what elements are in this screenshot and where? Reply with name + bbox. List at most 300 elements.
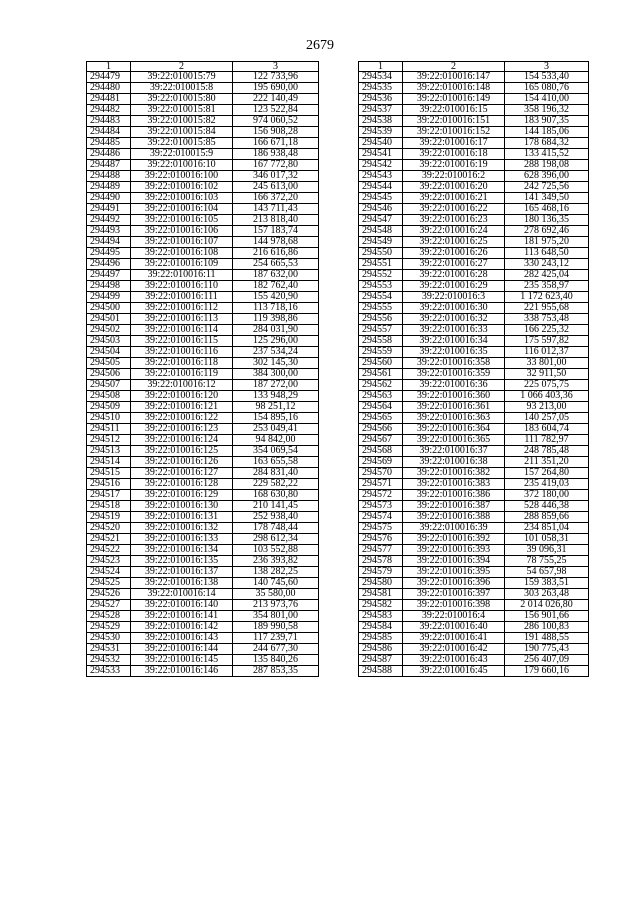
row-number: 294530 <box>87 633 131 644</box>
cadastral-value: 282 425,04 <box>505 270 589 281</box>
table-row <box>359 512 589 523</box>
row-number: 294558 <box>359 336 403 347</box>
left-header-row <box>87 62 319 72</box>
table-row <box>359 72 589 83</box>
row-number: 294572 <box>359 490 403 501</box>
cadastral-number: 39:22:010016:19 <box>403 160 505 171</box>
cadastral-number: 39:22:010016:116 <box>131 347 233 358</box>
cadastral-value: 165 080,76 <box>505 83 589 94</box>
cadastral-value: 222 140,49 <box>233 94 319 105</box>
row-number: 294526 <box>87 589 131 600</box>
row-number: 294576 <box>359 534 403 545</box>
cadastral-value: 156 901,66 <box>505 611 589 622</box>
cadastral-number: 39:22:010016:359 <box>403 369 505 380</box>
cadastral-number: 39:22:010016:45 <box>403 666 505 677</box>
cadastral-number: 39:22:010016:118 <box>131 358 233 369</box>
table-row <box>87 501 319 512</box>
table-row <box>87 105 319 116</box>
table-row <box>87 633 319 644</box>
row-number: 294580 <box>359 578 403 589</box>
table-row <box>359 556 589 567</box>
cadastral-value: 236 393,82 <box>233 556 319 567</box>
cadastral-value: 178 684,32 <box>505 138 589 149</box>
table-row <box>359 666 589 677</box>
table-row <box>359 226 589 237</box>
row-number: 294525 <box>87 578 131 589</box>
table-row <box>87 644 319 655</box>
header-col-3: 3 <box>233 62 319 72</box>
row-number: 294517 <box>87 490 131 501</box>
cadastral-value: 254 665,53 <box>233 259 319 270</box>
row-number: 294575 <box>359 523 403 534</box>
cadastral-value: 248 785,48 <box>505 446 589 457</box>
cadastral-value: 35 580,00 <box>233 589 319 600</box>
table-row <box>87 578 319 589</box>
cadastral-value: 113 648,50 <box>505 248 589 259</box>
cadastral-number: 39:22:010016:24 <box>403 226 505 237</box>
cadastral-value: 111 782,97 <box>505 435 589 446</box>
row-number: 294492 <box>87 215 131 226</box>
row-number: 294489 <box>87 182 131 193</box>
row-number: 294536 <box>359 94 403 105</box>
row-number: 294507 <box>87 380 131 391</box>
table-row <box>87 600 319 611</box>
table-row <box>87 193 319 204</box>
cadastral-value: 166 372,20 <box>233 193 319 204</box>
row-number: 294499 <box>87 292 131 303</box>
cadastral-value: 253 049,41 <box>233 424 319 435</box>
cadastral-number: 39:22:010016:40 <box>403 622 505 633</box>
row-number: 294501 <box>87 314 131 325</box>
table-row <box>359 567 589 578</box>
cadastral-value: 189 990,58 <box>233 622 319 633</box>
left-table-body <box>87 62 319 677</box>
header-col-3: 3 <box>505 62 589 72</box>
table-row <box>359 369 589 380</box>
cadastral-number: 39:22:010016:128 <box>131 479 233 490</box>
row-number: 294587 <box>359 655 403 666</box>
table-row <box>359 171 589 182</box>
cadastral-number: 39:22:010016:382 <box>403 468 505 479</box>
cadastral-value: 237 534,24 <box>233 347 319 358</box>
row-number: 294557 <box>359 325 403 336</box>
table-row <box>359 578 589 589</box>
table-row <box>87 424 319 435</box>
cadastral-number: 39:22:010016:124 <box>131 435 233 446</box>
table-row <box>359 160 589 171</box>
table-row <box>359 633 589 644</box>
row-number: 294578 <box>359 556 403 567</box>
cadastral-value: 288 859,66 <box>505 512 589 523</box>
cadastral-value: 144 185,06 <box>505 127 589 138</box>
cadastral-value: 284 031,90 <box>233 325 319 336</box>
row-number: 294539 <box>359 127 403 138</box>
cadastral-number: 39:22:010016:14 <box>131 589 233 600</box>
table-row <box>359 655 589 666</box>
cadastral-number: 39:22:010016:131 <box>131 512 233 523</box>
cadastral-number: 39:22:010016:394 <box>403 556 505 567</box>
row-number: 294586 <box>359 644 403 655</box>
cadastral-number: 39:22:010016:26 <box>403 248 505 259</box>
row-number: 294502 <box>87 325 131 336</box>
cadastral-number: 39:22:010016:112 <box>131 303 233 314</box>
cadastral-value: 180 136,35 <box>505 215 589 226</box>
cadastral-value: 191 488,55 <box>505 633 589 644</box>
row-number: 294552 <box>359 270 403 281</box>
cadastral-number: 39:22:010016:137 <box>131 567 233 578</box>
table-row <box>359 248 589 259</box>
right-header-row <box>359 62 589 72</box>
table-row <box>359 270 589 281</box>
cadastral-value: 284 831,40 <box>233 468 319 479</box>
row-number: 294505 <box>87 358 131 369</box>
table-row <box>359 94 589 105</box>
row-number: 294519 <box>87 512 131 523</box>
cadastral-value: 101 058,31 <box>505 534 589 545</box>
table-row <box>87 611 319 622</box>
row-number: 294548 <box>359 226 403 237</box>
table-row <box>87 413 319 424</box>
cadastral-number: 39:22:010016:144 <box>131 644 233 655</box>
cadastral-number: 39:22:010016:18 <box>403 149 505 160</box>
cadastral-value: 123 522,84 <box>233 105 319 116</box>
cadastral-value: 178 748,44 <box>233 523 319 534</box>
table-row <box>359 490 589 501</box>
table-row <box>359 380 589 391</box>
row-number: 294581 <box>359 589 403 600</box>
table-row <box>359 314 589 325</box>
cadastral-value: 298 612,34 <box>233 534 319 545</box>
cadastral-value: 245 613,00 <box>233 182 319 193</box>
table-row <box>359 457 589 468</box>
cadastral-number: 39:22:010016:393 <box>403 545 505 556</box>
cadastral-number: 39:22:010016:386 <box>403 490 505 501</box>
cadastral-value: 213 973,76 <box>233 600 319 611</box>
cadastral-value: 225 075,75 <box>505 380 589 391</box>
row-number: 294554 <box>359 292 403 303</box>
table-row <box>87 248 319 259</box>
cadastral-value: 187 272,00 <box>233 380 319 391</box>
cadastral-value: 156 908,28 <box>233 127 319 138</box>
cadastral-value: 303 263,48 <box>505 589 589 600</box>
cadastral-number: 39:22:010016:103 <box>131 193 233 204</box>
cadastral-number: 39:22:010016:15 <box>403 105 505 116</box>
row-number: 294506 <box>87 369 131 380</box>
cadastral-value: 144 978,68 <box>233 237 319 248</box>
cadastral-value: 165 468,16 <box>505 204 589 215</box>
cadastral-number: 39:22:010016:135 <box>131 556 233 567</box>
row-number: 294541 <box>359 149 403 160</box>
cadastral-number: 39:22:010016:361 <box>403 402 505 413</box>
cadastral-value: 168 630,80 <box>233 490 319 501</box>
row-number: 294566 <box>359 424 403 435</box>
cadastral-value: 133 415,52 <box>505 149 589 160</box>
cadastral-value: 338 753,48 <box>505 314 589 325</box>
cadastral-number: 39:22:010015:79 <box>131 72 233 83</box>
table-row <box>87 270 319 281</box>
cadastral-number: 39:22:010016:38 <box>403 457 505 468</box>
cadastral-value: 135 840,26 <box>233 655 319 666</box>
cadastral-value: 235 358,97 <box>505 281 589 292</box>
cadastral-number: 39:22:010016:27 <box>403 259 505 270</box>
cadastral-value: 358 196,32 <box>505 105 589 116</box>
row-number: 294511 <box>87 424 131 435</box>
row-number: 294569 <box>359 457 403 468</box>
cadastral-value: 94 842,00 <box>233 435 319 446</box>
cadastral-number: 39:22:010016:100 <box>131 171 233 182</box>
row-number: 294537 <box>359 105 403 116</box>
cadastral-number: 39:22:010016:23 <box>403 215 505 226</box>
row-number: 294497 <box>87 270 131 281</box>
table-row <box>359 259 589 270</box>
table-row <box>359 193 589 204</box>
cadastral-number: 39:22:010016:111 <box>131 292 233 303</box>
table-row <box>87 281 319 292</box>
cadastral-number: 39:22:010016:146 <box>131 666 233 677</box>
cadastral-number: 39:22:010016:134 <box>131 545 233 556</box>
cadastral-number: 39:22:010016:17 <box>403 138 505 149</box>
cadastral-value: 256 407,09 <box>505 655 589 666</box>
cadastral-number: 39:22:010016:113 <box>131 314 233 325</box>
cadastral-value: 252 938,40 <box>233 512 319 523</box>
cadastral-number: 39:22:010016:114 <box>131 325 233 336</box>
header-col-2: 2 <box>131 62 233 72</box>
row-number: 294534 <box>359 72 403 83</box>
cadastral-value: 103 552,88 <box>233 545 319 556</box>
table-row <box>87 83 319 94</box>
row-number: 294484 <box>87 127 131 138</box>
row-number: 294494 <box>87 237 131 248</box>
row-number: 294565 <box>359 413 403 424</box>
cadastral-value: 229 582,22 <box>233 479 319 490</box>
table-row <box>87 369 319 380</box>
cadastral-number: 39:22:010016:36 <box>403 380 505 391</box>
cadastral-value: 190 775,43 <box>505 644 589 655</box>
cadastral-value: 346 017,32 <box>233 171 319 182</box>
cadastral-number: 39:22:010016:34 <box>403 336 505 347</box>
table-row <box>359 435 589 446</box>
cadastral-value: 213 818,40 <box>233 215 319 226</box>
table-row <box>87 72 319 83</box>
cadastral-number: 39:22:010016:395 <box>403 567 505 578</box>
table-row <box>359 116 589 127</box>
cadastral-number: 39:22:010016:10 <box>131 160 233 171</box>
row-number: 294529 <box>87 622 131 633</box>
cadastral-value: 140 257,05 <box>505 413 589 424</box>
cadastral-value: 354 069,54 <box>233 446 319 457</box>
cadastral-value: 179 660,16 <box>505 666 589 677</box>
row-number: 294556 <box>359 314 403 325</box>
cadastral-value: 234 851,04 <box>505 523 589 534</box>
cadastral-number: 39:22:010016:142 <box>131 622 233 633</box>
cadastral-number: 39:22:010016:130 <box>131 501 233 512</box>
row-number: 294564 <box>359 402 403 413</box>
row-number: 294528 <box>87 611 131 622</box>
row-number: 294512 <box>87 435 131 446</box>
row-number: 294521 <box>87 534 131 545</box>
header-col-2: 2 <box>403 62 505 72</box>
cadastral-number: 39:22:010016:396 <box>403 578 505 589</box>
table-row <box>87 402 319 413</box>
table-row <box>87 380 319 391</box>
table-row <box>87 468 319 479</box>
row-number: 294538 <box>359 116 403 127</box>
cadastral-value: 528 446,38 <box>505 501 589 512</box>
cadastral-value: 216 616,86 <box>233 248 319 259</box>
row-number: 294479 <box>87 72 131 83</box>
cadastral-value: 221 955,68 <box>505 303 589 314</box>
cadastral-number: 39:22:010016:35 <box>403 347 505 358</box>
cadastral-number: 39:22:010016:129 <box>131 490 233 501</box>
cadastral-number: 39:22:010016:39 <box>403 523 505 534</box>
table-row <box>87 160 319 171</box>
cadastral-number: 39:22:010016:41 <box>403 633 505 644</box>
cadastral-value: 186 938,48 <box>233 149 319 160</box>
cadastral-number: 39:22:010016:397 <box>403 589 505 600</box>
table-row <box>359 523 589 534</box>
cadastral-number: 39:22:010015:84 <box>131 127 233 138</box>
table-row <box>359 611 589 622</box>
cadastral-number: 39:22:010016:363 <box>403 413 505 424</box>
table-row <box>87 336 319 347</box>
row-number: 294544 <box>359 182 403 193</box>
cadastral-value: 354 801,00 <box>233 611 319 622</box>
row-number: 294510 <box>87 413 131 424</box>
cadastral-number: 39:22:010016:43 <box>403 655 505 666</box>
cadastral-value: 157 264,80 <box>505 468 589 479</box>
row-number: 294547 <box>359 215 403 226</box>
cadastral-number: 39:22:010016:20 <box>403 182 505 193</box>
cadastral-number: 39:22:010015:81 <box>131 105 233 116</box>
cadastral-number: 39:22:010016:147 <box>403 72 505 83</box>
row-number: 294523 <box>87 556 131 567</box>
cadastral-number: 39:22:010016:143 <box>131 633 233 644</box>
table-row <box>359 347 589 358</box>
cadastral-value: 166 671,18 <box>233 138 319 149</box>
cadastral-value: 183 604,74 <box>505 424 589 435</box>
cadastral-value: 116 012,37 <box>505 347 589 358</box>
table-row <box>359 138 589 149</box>
cadastral-value: 183 907,35 <box>505 116 589 127</box>
row-number: 294493 <box>87 226 131 237</box>
table-row <box>87 116 319 127</box>
table-row <box>359 600 589 611</box>
cadastral-value: 974 060,52 <box>233 116 319 127</box>
row-number: 294585 <box>359 633 403 644</box>
table-row <box>87 457 319 468</box>
row-number: 294574 <box>359 512 403 523</box>
cadastral-value: 138 282,25 <box>233 567 319 578</box>
row-number: 294531 <box>87 644 131 655</box>
cadastral-number: 39:22:010016:29 <box>403 281 505 292</box>
cadastral-value: 98 251,12 <box>233 402 319 413</box>
row-number: 294559 <box>359 347 403 358</box>
cadastral-number: 39:22:010015:82 <box>131 116 233 127</box>
row-number: 294509 <box>87 402 131 413</box>
row-number: 294542 <box>359 160 403 171</box>
table-row <box>359 237 589 248</box>
cadastral-value: 278 692,46 <box>505 226 589 237</box>
row-number: 294588 <box>359 666 403 677</box>
row-number: 294504 <box>87 347 131 358</box>
header-col-1: 1 <box>359 62 403 72</box>
table-row <box>359 358 589 369</box>
cadastral-number: 39:22:010016:3 <box>403 292 505 303</box>
row-number: 294495 <box>87 248 131 259</box>
cadastral-number: 39:22:010016:133 <box>131 534 233 545</box>
cadastral-value: 78 755,25 <box>505 556 589 567</box>
table-row <box>87 567 319 578</box>
cadastral-number: 39:22:010016:104 <box>131 204 233 215</box>
cadastral-value: 1 172 623,40 <box>505 292 589 303</box>
table-row <box>87 127 319 138</box>
cadastral-value: 384 300,00 <box>233 369 319 380</box>
table-row <box>359 479 589 490</box>
cadastral-number: 39:22:010016:121 <box>131 402 233 413</box>
cadastral-value: 33 801,00 <box>505 358 589 369</box>
row-number: 294571 <box>359 479 403 490</box>
cadastral-value: 154 533,40 <box>505 72 589 83</box>
table-row <box>359 149 589 160</box>
cadastral-value: 166 225,32 <box>505 325 589 336</box>
table-row <box>87 347 319 358</box>
cadastral-value: 628 396,00 <box>505 171 589 182</box>
table-row <box>87 523 319 534</box>
row-number: 294483 <box>87 116 131 127</box>
cadastral-number: 39:22:010016:42 <box>403 644 505 655</box>
cadastral-number: 39:22:010016:102 <box>131 182 233 193</box>
cadastral-value: 117 239,71 <box>233 633 319 644</box>
cadastral-value: 159 383,51 <box>505 578 589 589</box>
cadastral-value: 211 351,20 <box>505 457 589 468</box>
table-row <box>87 479 319 490</box>
cadastral-value: 163 655,58 <box>233 457 319 468</box>
row-number: 294520 <box>87 523 131 534</box>
table-row <box>359 292 589 303</box>
cadastral-number: 39:22:010016:106 <box>131 226 233 237</box>
cadastral-number: 39:22:010016:25 <box>403 237 505 248</box>
row-number: 294567 <box>359 435 403 446</box>
cadastral-value: 39 096,31 <box>505 545 589 556</box>
table-row <box>359 391 589 402</box>
table-row <box>359 204 589 215</box>
cadastral-value: 154 410,00 <box>505 94 589 105</box>
row-number: 294480 <box>87 83 131 94</box>
table-row <box>359 501 589 512</box>
cadastral-value: 302 145,30 <box>233 358 319 369</box>
cadastral-value: 181 975,20 <box>505 237 589 248</box>
row-number: 294513 <box>87 446 131 457</box>
table-row <box>87 556 319 567</box>
right-register-table <box>358 61 589 677</box>
cadastral-value: 167 772,80 <box>233 160 319 171</box>
cadastral-value: 287 853,35 <box>233 666 319 677</box>
row-number: 294560 <box>359 358 403 369</box>
cadastral-value: 32 911,50 <box>505 369 589 380</box>
row-number: 294496 <box>87 259 131 270</box>
cadastral-number: 39:22:010016:127 <box>131 468 233 479</box>
row-number: 294546 <box>359 204 403 215</box>
table-row <box>359 182 589 193</box>
row-number: 294481 <box>87 94 131 105</box>
cadastral-number: 39:22:010016:21 <box>403 193 505 204</box>
row-number: 294524 <box>87 567 131 578</box>
cadastral-number: 39:22:010016:140 <box>131 600 233 611</box>
row-number: 294553 <box>359 281 403 292</box>
cadastral-number: 39:22:010016:358 <box>403 358 505 369</box>
table-row <box>359 589 589 600</box>
row-number: 294533 <box>87 666 131 677</box>
